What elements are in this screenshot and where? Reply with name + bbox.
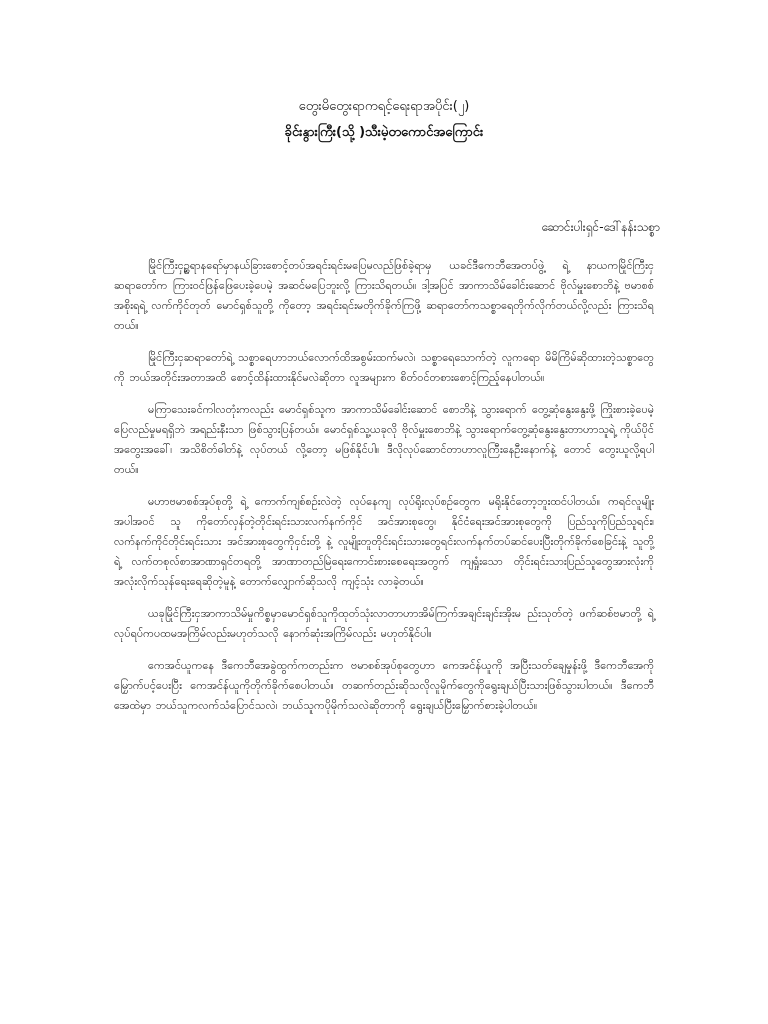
paragraph: ယခုမြိုင်ကြီးငှအာကာသိမ်မှုကိစ္စမှာမောင်ရှစ်သူကိုထုတ်သုံးလာတာဟာအိမ်ကြက်အချင်းချင်းအိုးမ ည်းသုတ်တဲ့ ဖက်ဆစ်ဗမာတို့ ရဲ့လုပ်ရပ်ကပထမအကြိမ်လည်းမဟုတ်သလို နောက်ဆုံးအကြိမ်လည်း မဟုတ်နိုင်ပါ။ [114, 607, 654, 640]
paragraph: ကေအင်ယူကနေ ဒီကေဘီအေခွဲထွက်ကတည်းက ဗမာစစ်အုပ်စုတွေဟာ ကေအင်န်ယူကို အပြီးသတ်ချေမှုန်းဖို့ ဒီကေဘီအေကိုမြှောက်ပင့်ပေးပြီး ကေအင်န်ယူကိုတိုက်ခိုက်စေပါတယ်။ တဆက်တည်းဆိုသလိုလူမိုက်တွေကိုရွေးချယ်ပြီးသားဖြစ်သွားပါတယ်။ ဒီကေဘီအေထဲမှာ ဘယ်သူကလက်သံပြောင်သလဲ၊ ဘယ်သူကပိုမိုက်သလဲဆိုတာကို ရွေးချယ်ပြီးမြှောက်စားခဲ့ပါတယ်။ [114, 659, 654, 712]
paragraph: မြိုင်ကြီးငှဆရာတော်ရဲ့ သစ္စာရေဟာဘယ်လောက်ထိအစွမ်းထက်မလဲ၊ သစ္စာရေသောက်တဲ့ လူကရော မိမိကြိမ်ဆိုထားတဲ့သစ္စာတွေကို ဘယ်အတိုင်းအတာအထိ စောင့်ထိန်းထားနိုင်မလဲဆိုတာ လူအများက စိတ်ဝင်တစားစောင့်ကြည့်နေပါတယ်။ [114, 351, 654, 384]
page-title: တွေးမိတွေးရာကရင့်ရေးရာအပိုင်း(၂) [298, 99, 470, 114]
article-title: ခိုင်းနွားကြီး(သို့ )သီးမဲ့တကောင်အကြောင်း [284, 125, 484, 140]
article-body [114, 256, 654, 728]
paragraph: မကြာသေးခင်ကါလတုံးကလည်း မောင်ရှစ်သူက အာကာသိမ်ခေါင်းဆောင် စောဘိနဲ့ သွားရောက် တွေ့ဆုံနွေးနွေးဖို့ ကြိုးစားခဲ့ပေမဲ့ ပြေလည်မှုမရရှိဘဲ အရည်းနီးသာ ဖြစ်သွားပြန်တယ်။ မောင်ရှစ်သူ့ယခုလို ဗိုလ်မှူးစောဘိနဲ့ သွားရောက်တွေ့ဆုံနွေးနွေးတာဟာသူရဲ့ ကိုယ်ပိုင်အတွေးအခေါ်၊ အသိစိတ်ဓါတ်နဲ့ လုပ်တယ် လို့တော့ မဖြစ်နိုင်ပါ။ ဒီလိုလုပ်ဆောင်တာဟာလူကြီးနေဦးနောက်နဲ့ တောင် တွေးယူလို့ရပါတယ်။ [114, 403, 654, 476]
paragraph: မဟာဗမာစစ်အုပ်စုတို့ ရဲ့ ကောက်ကျစ်စဉ်းလဲတဲ့ လုပ်နေကျ လုပ်ရိုးလုပ်စဉ်တွေက မရိုးနိုင်တော့ဘူးထင်ပါတယ်။ ကရင်လူမျိုးအပါအဝင် သူ ကိုတော်လှန်တဲ့တိုင်းရင်းသားလက်နက်ကိုင် အင်အားစုတွေ၊ နိုင်ငံရေးအင်အားစုတွေကို ပြည်သူကိုပြည်သူရင်း၊ လက်နက်ကိုင်တိုင်းရင်းသား အင်အားစုတွေကိုငှင်းတို့ နဲ့ လူမျိုးတူတိုင်းရင်းသားတွေရင်းလက်နက်တပ်ဆင်ပေးပြီးတိုက်ခိုက်စေခြင်းနဲ့ သူတို့ ရဲ့ လက်တစုလ်စာအာဏာရှင်တရတို့ အာဏာတည်မြဲရေးကောင်းစားစေရေးအတွက် ကျရှုံးသော တိုင်းရင်းသားပြည်သူတွေအားလုံးကို အလုံးလိုက်သုန်ရေးရေဆိုတဲ့မူနဲ့ တောက်လျှောက်ဆိုသလို ကျင့်သုံး လာခဲ့တယ်။ [114, 495, 654, 588]
paragraph: မြိုင်ကြီးငှဥ္ဆရာနရော်မှာနယ်ခြားစောင့်တပ်အရင်းရင်းမပြေမလည်ဖြစ်ခဲ့ရာမှ ယခင်ဒီကေဘီအေတပ်ဖွဲ့ ရဲ့ နာယကမြိုင်ကြီးငှဆရာတော်က ကြားဝင်ဖြန်ဖြေပေးခဲ့ပေမဲ့ အဆင်မပြေဘူးလို့ ကြားသိရတယ်။ ဒါ့အပြင် အာကာသိမ်ခေါင်းဆောင် ဗိုလ်မှူးစောဘိနဲ့ ဗမာစစ်အစိုးရရဲ့ လက်ကိုင်တုတ် မောင်ရှစ်သူတို့ ကိုတော့ အရင်းရင်းမတိုက်ခိုက်ကြဖို့ ဆရာတော်ကသစ္စာရေတိုက်လိုက်တယ်လို့လည်း ကြားသိရတယ်။ [114, 259, 654, 332]
author-line: ဆောင်းပါးရှင်-ဒေါ်နန်းသစ္စာ [541, 220, 660, 234]
